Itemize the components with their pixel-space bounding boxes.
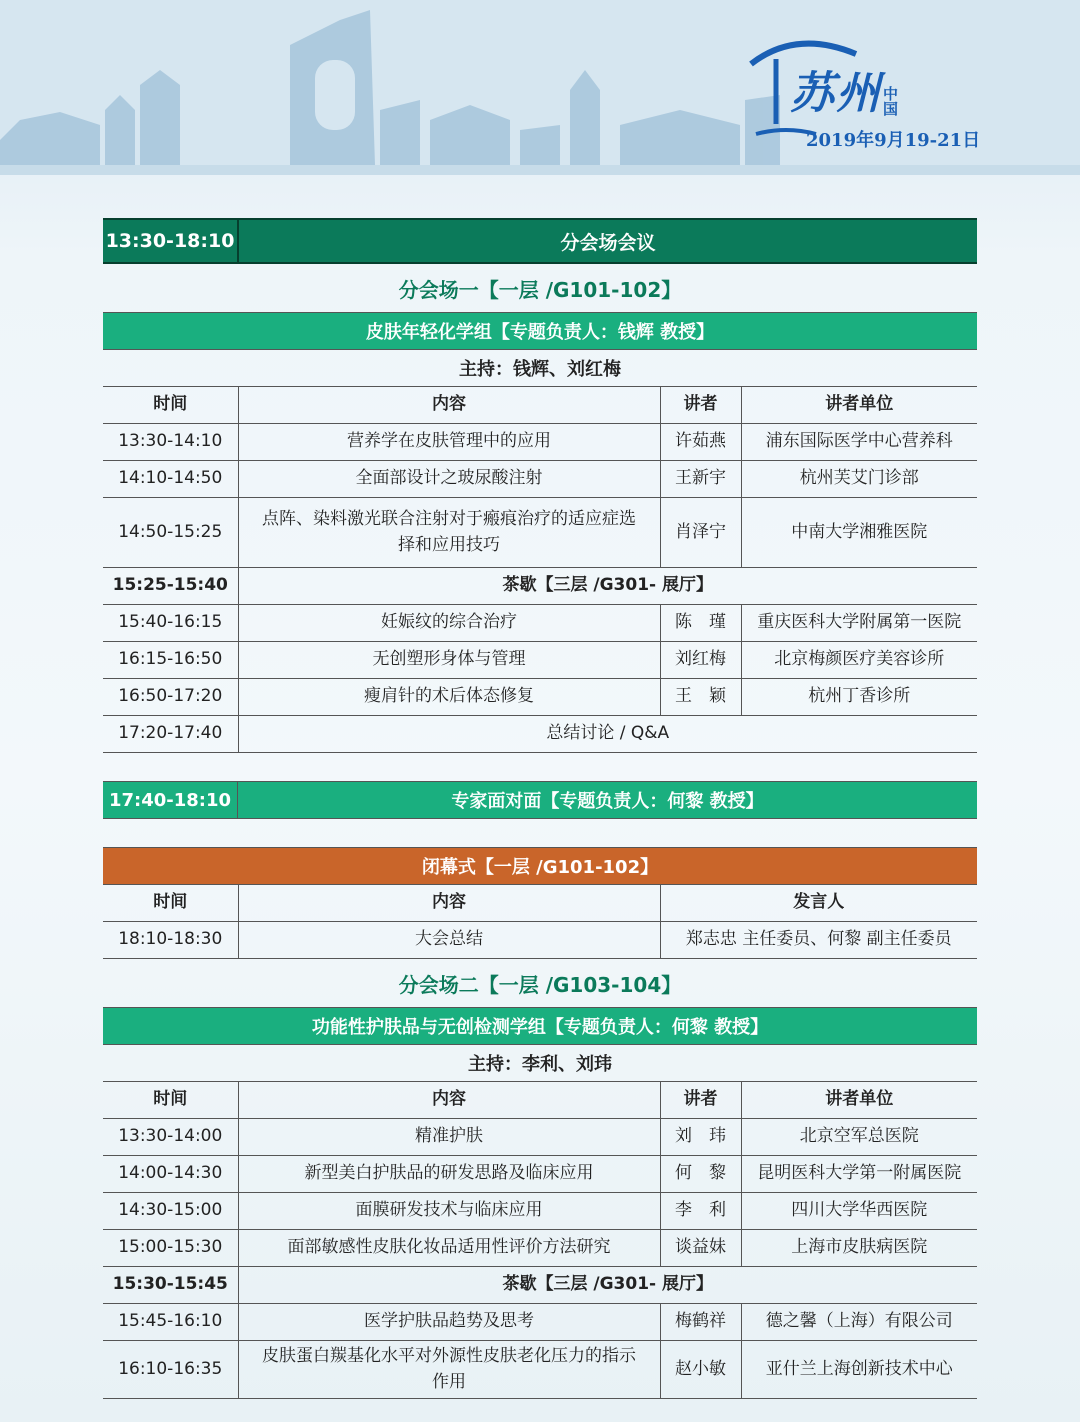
row-time: 15:45-16:10 [103, 1304, 238, 1341]
header-time: 时间 [103, 387, 238, 424]
row-affiliation: 亚什兰上海创新技术中心 [741, 1341, 977, 1399]
expert-label: 专家面对面【专题负责人：何黎 教授】 [451, 791, 764, 812]
discussion-time: 17:20-17:40 [103, 716, 238, 753]
row-time: 16:10-16:35 [103, 1341, 238, 1399]
row-speaker: 许茹燕 [660, 424, 741, 461]
break-label: 茶歇【三层 /G301- 展厅】 [238, 568, 977, 605]
table-header-row [103, 387, 977, 424]
row-time: 16:15-16:50 [103, 642, 238, 679]
row-affiliation: 四川大学华西医院 [741, 1193, 977, 1230]
closing-table [103, 885, 977, 959]
row-speaker: 肖泽宁 [660, 498, 741, 568]
row-speaker: 谈益妹 [660, 1230, 741, 1267]
table-row [103, 922, 977, 959]
row-speaker: 刘 玮 [660, 1119, 741, 1156]
table-row [103, 1193, 977, 1230]
venue1-group: 皮肤年轻化学组【专题负责人：钱辉 教授】 [103, 312, 977, 350]
row-time: 13:30-14:10 [103, 424, 238, 461]
table-row [103, 461, 977, 498]
header-speaker: 讲者 [660, 1082, 741, 1119]
row-affiliation: 昆明医科大学第一附属医院 [741, 1156, 977, 1193]
expert-time: 17:40-18:10 [103, 782, 238, 818]
header-time: 时间 [103, 885, 238, 922]
venue2-group: 功能性护肤品与无创检测学组【专题负责人：何黎 教授】 [103, 1007, 977, 1045]
row-topic: 无创塑形身体与管理 [238, 642, 660, 679]
table-row [103, 1230, 977, 1267]
header-affiliation: 讲者单位 [741, 1082, 977, 1119]
row-speaker: 赵小敏 [660, 1341, 741, 1399]
session-header [103, 218, 977, 264]
row-time: 15:00-15:30 [103, 1230, 238, 1267]
row-topic: 点阵、染料激光联合注射对于瘢痕治疗的适应症选择和应用技巧 [238, 498, 660, 568]
table-header-row [103, 885, 977, 922]
header-content: 内容 [238, 387, 660, 424]
header-content: 内容 [238, 885, 660, 922]
break-row [103, 1267, 977, 1304]
row-time: 14:30-15:00 [103, 1193, 238, 1230]
row-topic: 新型美白护肤品的研发思路及临床应用 [238, 1156, 660, 1193]
row-speaker: 王 颖 [660, 679, 741, 716]
row-time: 16:50-17:20 [103, 679, 238, 716]
session-title: 分会场会议 [560, 231, 656, 254]
row-topic: 全面部设计之玻尿酸注射 [238, 461, 660, 498]
row-speaker: 王新宇 [660, 461, 741, 498]
break-time: 15:30-15:45 [103, 1267, 238, 1304]
program-document [103, 218, 977, 1399]
row-time: 14:00-14:30 [103, 1156, 238, 1193]
table-row [103, 605, 977, 642]
header-speaker: 讲者 [660, 387, 741, 424]
logo-country: 中国 [881, 86, 899, 116]
row-time: 18:10-18:30 [103, 922, 238, 959]
closing-header: 闭幕式【一层 /G101-102】 [103, 847, 977, 885]
row-affiliation: 上海市皮肤病医院 [741, 1230, 977, 1267]
row-time: 15:40-16:15 [103, 605, 238, 642]
venue1-host: 主持：钱辉、刘红梅 [103, 350, 977, 387]
break-label: 茶歇【三层 /G301- 展厅】 [238, 1267, 977, 1304]
venue2-title: 分会场二【一层 /G103-104】 [398, 972, 682, 997]
table-row [103, 679, 977, 716]
header-time: 时间 [103, 1082, 238, 1119]
session-time: 13:30-18:10 [103, 220, 239, 262]
logo-city: 苏州 [790, 68, 882, 119]
row-affiliation: 中南大学湘雅医院 [741, 498, 977, 568]
row-affiliation: 杭州芙艾门诊部 [741, 461, 977, 498]
row-topic: 大会总结 [238, 922, 660, 959]
header-presenter: 发言人 [660, 885, 977, 922]
row-topic: 妊娠纹的综合治疗 [238, 605, 660, 642]
row-speaker: 陈 瑾 [660, 605, 741, 642]
row-affiliation: 德之馨（上海）有限公司 [741, 1304, 977, 1341]
row-speaker: 何 黎 [660, 1156, 741, 1193]
event-logo [740, 22, 1050, 162]
row-topic: 瘦肩针的术后体态修复 [238, 679, 660, 716]
table-row [103, 1119, 977, 1156]
row-topic: 皮肤蛋白羰基化水平对外源性皮肤老化压力的指示作用 [238, 1341, 660, 1399]
venue2-schedule-table [103, 1082, 977, 1399]
row-topic: 面部敏感性皮肤化妆品适用性评价方法研究 [238, 1230, 660, 1267]
table-row [103, 1156, 977, 1193]
row-affiliation: 北京梅颜医疗美容诊所 [741, 642, 977, 679]
row-topic: 医学护肤品趋势及思考 [238, 1304, 660, 1341]
row-topic: 面膜研发技术与临床应用 [238, 1193, 660, 1230]
break-time: 15:25-15:40 [103, 568, 238, 605]
table-row [103, 498, 977, 568]
table-row [103, 424, 977, 461]
row-affiliation: 浦东国际医学中心营养科 [741, 424, 977, 461]
row-presenter: 郑志忠 主任委员、何黎 副主任委员 [660, 922, 977, 959]
row-topic: 营养学在皮肤管理中的应用 [238, 424, 660, 461]
table-row [103, 642, 977, 679]
break-row [103, 568, 977, 605]
table-row [103, 1304, 977, 1341]
row-speaker: 梅鹤祥 [660, 1304, 741, 1341]
row-time: 14:50-15:25 [103, 498, 238, 568]
row-time: 14:10-14:50 [103, 461, 238, 498]
discussion-label: 总结讨论 / Q&A [238, 716, 977, 753]
row-affiliation: 杭州丁香诊所 [741, 679, 977, 716]
row-affiliation: 重庆医科大学附属第一医院 [741, 605, 977, 642]
discussion-row [103, 716, 977, 753]
row-speaker: 李 利 [660, 1193, 741, 1230]
table-row [103, 1341, 977, 1399]
header-affiliation: 讲者单位 [741, 387, 977, 424]
row-topic: 精准护肤 [238, 1119, 660, 1156]
header-content: 内容 [238, 1082, 660, 1119]
table-header-row [103, 1082, 977, 1119]
venue1-schedule-table [103, 387, 977, 753]
expert-session-header [103, 781, 977, 819]
row-affiliation: 北京空军总医院 [741, 1119, 977, 1156]
row-speaker: 刘红梅 [660, 642, 741, 679]
venue2-host: 主持：李利、刘玮 [103, 1045, 977, 1082]
venue1-title: 分会场一【一层 /G101-102】 [398, 277, 682, 302]
row-time: 13:30-14:00 [103, 1119, 238, 1156]
logo-date: 2019年9月19-21日 [806, 130, 981, 151]
